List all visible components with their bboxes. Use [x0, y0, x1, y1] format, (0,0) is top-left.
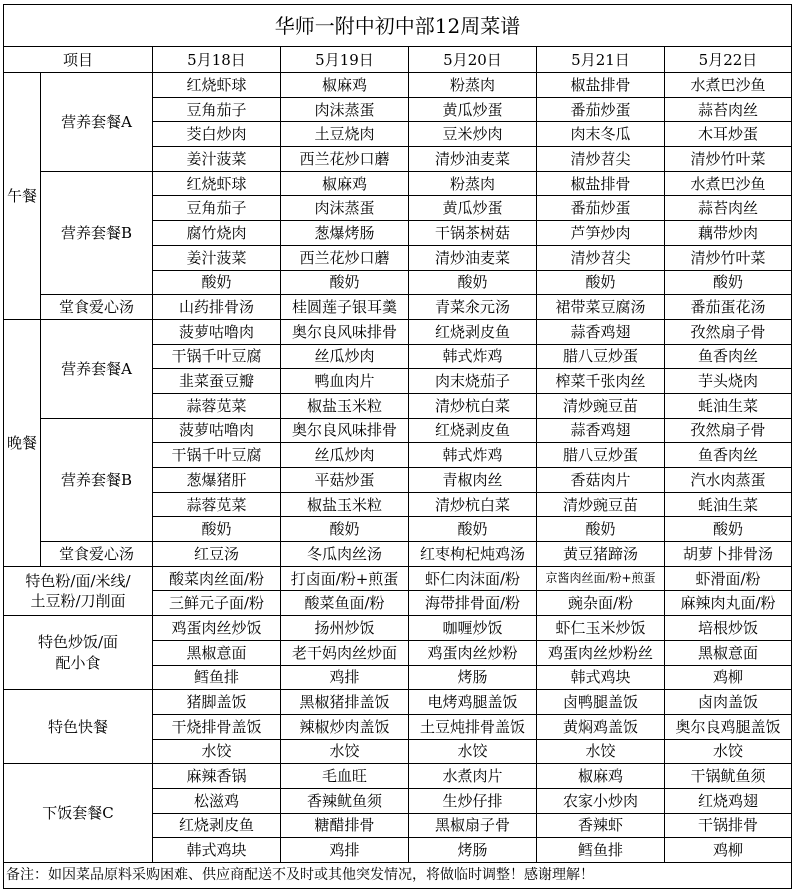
- dish-cell: 辣椒炒肉盖饭: [281, 715, 409, 740]
- dish-cell: 肉沫蒸蛋: [281, 98, 409, 123]
- dish-cell: 酸奶: [537, 271, 665, 296]
- dish-cell: 肉沫蒸蛋: [281, 196, 409, 221]
- dish-cell: 椒麻鸡: [537, 764, 665, 789]
- dish-cell: 虾滑面/粉: [665, 567, 792, 592]
- menu-title: 华师一附中初中部12周菜谱: [4, 5, 792, 47]
- dish-cell: 水饺: [409, 740, 537, 765]
- section-label-fast-food: 特色快餐: [4, 690, 153, 764]
- header-date: 5月18日: [153, 47, 281, 73]
- menu-table: [3, 4, 792, 889]
- dish-cell: 椒盐玉米粒: [281, 493, 409, 518]
- dish-cell: 蚝油生菜: [665, 493, 792, 518]
- dish-cell: 清炒苕尖: [537, 147, 665, 172]
- dish-cell: 香菇肉片: [537, 468, 665, 493]
- dish-cell: 红烧鸡翅: [665, 789, 792, 814]
- dish-cell: 平菇炒蛋: [281, 468, 409, 493]
- header-date: 5月19日: [281, 47, 409, 73]
- dish-cell: 丝瓜炒肉: [281, 443, 409, 468]
- section-label-fried-rice: 特色炒饭/面配小食: [4, 616, 153, 690]
- dish-cell: 清炒杭白菜: [409, 394, 537, 419]
- dish-cell: 蒜蓉苋菜: [153, 394, 281, 419]
- dish-cell: 猪脚盖饭: [153, 690, 281, 715]
- set-label-lunch-b: 营养套餐B: [41, 172, 153, 295]
- dish-cell: 韩式炸鸡: [409, 345, 537, 370]
- dish-cell: 蒜苔肉丝: [665, 98, 792, 123]
- dish-cell: 孜然扇子骨: [665, 419, 792, 444]
- dish-cell: 生炒仔排: [409, 789, 537, 814]
- dish-cell: 清炒杭白菜: [409, 493, 537, 518]
- dish-cell: 韭菜蚕豆瓣: [153, 369, 281, 394]
- set-label-dinner-b: 营养套餐B: [41, 419, 153, 542]
- dish-cell: 香辣虾: [537, 814, 665, 839]
- dish-cell: 藕带炒肉: [665, 221, 792, 246]
- dish-cell: 黑椒猪排盖饭: [281, 690, 409, 715]
- dish-cell: 鱼香肉丝: [665, 443, 792, 468]
- dish-cell: 芦笋炒肉: [537, 221, 665, 246]
- header-date: 5月22日: [665, 47, 792, 73]
- dish-cell: 鸡排: [281, 838, 409, 863]
- soup-cell: 红豆汤: [153, 542, 281, 567]
- dish-cell: 干锅千叶豆腐: [153, 345, 281, 370]
- dish-cell: 鸡柳: [665, 666, 792, 691]
- header-date: 5月20日: [409, 47, 537, 73]
- set-label-dinner-a: 营养套餐A: [41, 320, 153, 419]
- dish-cell: 蒜苔肉丝: [665, 196, 792, 221]
- soup-cell: 胡萝卜排骨汤: [665, 542, 792, 567]
- dish-cell: 卤鸭腿盖饭: [537, 690, 665, 715]
- dish-cell: 干锅茶树菇: [409, 221, 537, 246]
- dish-cell: 干烧排骨盖饭: [153, 715, 281, 740]
- dish-cell: 卤肉盖饭: [665, 690, 792, 715]
- dish-cell: 干锅千叶豆腐: [153, 443, 281, 468]
- dish-cell: 蒜香鸡翅: [537, 320, 665, 345]
- dish-cell: 奥尔良风味排骨: [281, 419, 409, 444]
- dish-cell: 鱼香肉丝: [665, 345, 792, 370]
- dish-cell: 韩式鸡块: [537, 666, 665, 691]
- dish-cell: 红烧剥皮鱼: [409, 320, 537, 345]
- dish-cell: 鸭血肉片: [281, 369, 409, 394]
- soup-cell: 冬瓜肉丝汤: [281, 542, 409, 567]
- dish-cell: 姜汁菠菜: [153, 147, 281, 172]
- dish-cell: 黑椒扇子骨: [409, 814, 537, 839]
- dish-cell: 虾仁玉米炒饭: [537, 616, 665, 641]
- dish-cell: 葱爆烤肠: [281, 221, 409, 246]
- dish-cell: 西兰花炒口蘑: [281, 246, 409, 271]
- dish-cell: 番茄炒蛋: [537, 196, 665, 221]
- dish-cell: 粉蒸肉: [409, 172, 537, 197]
- dish-cell: 鸡蛋肉丝炒饭: [153, 616, 281, 641]
- dish-cell: 椒麻鸡: [281, 172, 409, 197]
- section-label-set-c: 下饭套餐C: [4, 764, 153, 863]
- dish-cell: 麻辣肉丸面/粉: [665, 591, 792, 616]
- dish-cell: 红烧剥皮鱼: [409, 419, 537, 444]
- dish-cell: 腊八豆炒蛋: [537, 443, 665, 468]
- dish-cell: 烤肠: [409, 838, 537, 863]
- dish-cell: 菠萝咕噜肉: [153, 320, 281, 345]
- dish-cell: 清炒油麦菜: [409, 246, 537, 271]
- soup-cell: 黄豆猪蹄汤: [537, 542, 665, 567]
- dish-cell: 黄焖鸡盖饭: [537, 715, 665, 740]
- header-item-label: 项目: [4, 47, 153, 73]
- dish-cell: 丝瓜炒肉: [281, 345, 409, 370]
- dish-cell: 土豆炖排骨盖饭: [409, 715, 537, 740]
- dish-cell: 肉末冬瓜: [537, 122, 665, 147]
- dish-cell: 黑椒意面: [665, 641, 792, 666]
- dish-cell: 红烧剥皮鱼: [153, 814, 281, 839]
- dish-cell: 姜汁菠菜: [153, 246, 281, 271]
- dish-cell: 酸奶: [153, 271, 281, 296]
- dish-cell: 酸奶: [281, 271, 409, 296]
- soup-cell: 红枣枸杞炖鸡汤: [409, 542, 537, 567]
- dish-cell: 干锅排骨: [665, 814, 792, 839]
- dish-cell: 酸奶: [409, 517, 537, 542]
- dish-cell: 葱爆猪肝: [153, 468, 281, 493]
- dish-cell: 京酱肉丝面/粉+煎蛋: [537, 567, 665, 592]
- dish-cell: 培根炒饭: [665, 616, 792, 641]
- dish-cell: 水饺: [537, 740, 665, 765]
- footnote: 备注：如因菜品原料采购困难、供应商配送不及时或其他突发情况，将做临时调整！感谢理解！: [4, 863, 792, 889]
- dish-cell: 腊八豆炒蛋: [537, 345, 665, 370]
- dish-cell: 鸡蛋肉丝炒粉丝: [537, 641, 665, 666]
- dish-cell: 椒盐排骨: [537, 172, 665, 197]
- dish-cell: 海带排骨面/粉: [409, 591, 537, 616]
- dish-cell: 清炒豌豆苗: [537, 394, 665, 419]
- dish-cell: 蒜香鸡翅: [537, 419, 665, 444]
- dish-cell: 韩式炸鸡: [409, 443, 537, 468]
- dish-cell: 香辣鱿鱼须: [281, 789, 409, 814]
- dish-cell: 酸奶: [153, 517, 281, 542]
- dish-cell: 鸡蛋肉丝炒粉: [409, 641, 537, 666]
- soup-cell: 番茄蛋花汤: [665, 295, 792, 320]
- dish-cell: 土豆烧肉: [281, 122, 409, 147]
- dish-cell: 打卤面/粉+煎蛋: [281, 567, 409, 592]
- dish-cell: 酸奶: [665, 271, 792, 296]
- dish-cell: 腐竹烧肉: [153, 221, 281, 246]
- dish-cell: 豆角茄子: [153, 98, 281, 123]
- dish-cell: 三鲜元子面/粉: [153, 591, 281, 616]
- dish-cell: 鳕鱼排: [537, 838, 665, 863]
- meal-label-dinner: 晚餐: [4, 320, 41, 567]
- dish-cell: 黑椒意面: [153, 641, 281, 666]
- dish-cell: 清炒竹叶菜: [665, 147, 792, 172]
- dish-cell: 酸奶: [281, 517, 409, 542]
- dish-cell: 蚝油生菜: [665, 394, 792, 419]
- dish-cell: 酸菜鱼面/粉: [281, 591, 409, 616]
- dish-cell: 椒盐排骨: [537, 73, 665, 98]
- dish-cell: 豌杂面/粉: [537, 591, 665, 616]
- dish-cell: 豆角茄子: [153, 196, 281, 221]
- dish-cell: 豆米炒肉: [409, 122, 537, 147]
- dish-cell: 黄瓜炒蛋: [409, 98, 537, 123]
- dish-cell: 清炒豌豆苗: [537, 493, 665, 518]
- dish-cell: 清炒油麦菜: [409, 147, 537, 172]
- set-label-lunch-a: 营养套餐A: [41, 73, 153, 172]
- dish-cell: 干锅鱿鱼须: [665, 764, 792, 789]
- dish-cell: 孜然扇子骨: [665, 320, 792, 345]
- dish-cell: 咖喱炒饭: [409, 616, 537, 641]
- dish-cell: 红烧虾球: [153, 73, 281, 98]
- dish-cell: 毛血旺: [281, 764, 409, 789]
- dish-cell: 酸奶: [665, 517, 792, 542]
- dish-cell: 木耳炒蛋: [665, 122, 792, 147]
- dish-cell: 榨菜千张肉丝: [537, 369, 665, 394]
- soup-cell: 山药排骨汤: [153, 295, 281, 320]
- header-date: 5月21日: [537, 47, 665, 73]
- dish-cell: 番茄炒蛋: [537, 98, 665, 123]
- dish-cell: 奥尔良鸡腿盖饭: [665, 715, 792, 740]
- dish-cell: 糖醋排骨: [281, 814, 409, 839]
- dish-cell: 椒麻鸡: [281, 73, 409, 98]
- dish-cell: 粉蒸肉: [409, 73, 537, 98]
- dish-cell: 水煮肉片: [409, 764, 537, 789]
- soup-cell: 裙带菜豆腐汤: [537, 295, 665, 320]
- dish-cell: 酸菜肉丝面/粉: [153, 567, 281, 592]
- dish-cell: 黄瓜炒蛋: [409, 196, 537, 221]
- dish-cell: 韩式鸡块: [153, 838, 281, 863]
- soup-cell: 桂圆莲子银耳羹: [281, 295, 409, 320]
- dish-cell: 青椒肉丝: [409, 468, 537, 493]
- dish-cell: 清炒竹叶菜: [665, 246, 792, 271]
- dish-cell: 松滋鸡: [153, 789, 281, 814]
- dish-cell: 水饺: [153, 740, 281, 765]
- dish-cell: 椒盐玉米粒: [281, 394, 409, 419]
- dish-cell: 水煮巴沙鱼: [665, 73, 792, 98]
- dish-cell: 虾仁肉沫面/粉: [409, 567, 537, 592]
- dish-cell: 蒜蓉苋菜: [153, 493, 281, 518]
- dish-cell: 奥尔良风味排骨: [281, 320, 409, 345]
- dish-cell: 菠萝咕噜肉: [153, 419, 281, 444]
- dish-cell: 鸡柳: [665, 838, 792, 863]
- dish-cell: 农家小炒肉: [537, 789, 665, 814]
- soup-cell: 青菜氽元汤: [409, 295, 537, 320]
- meal-label-lunch: 午餐: [4, 73, 41, 320]
- dish-cell: 肉末烧茄子: [409, 369, 537, 394]
- section-label-noodles: 特色粉/面/米线/土豆粉/刀削面: [4, 567, 153, 616]
- dish-cell: 老干妈肉丝炒面: [281, 641, 409, 666]
- dish-cell: 扬州炒饭: [281, 616, 409, 641]
- dish-cell: 水煮巴沙鱼: [665, 172, 792, 197]
- dish-cell: 电烤鸡腿盖饭: [409, 690, 537, 715]
- dish-cell: 酸奶: [537, 517, 665, 542]
- soup-label-dinner: 堂食爱心汤: [41, 542, 153, 567]
- dish-cell: 西兰花炒口蘑: [281, 147, 409, 172]
- dish-cell: 芋头烧肉: [665, 369, 792, 394]
- dish-cell: 鳕鱼排: [153, 666, 281, 691]
- dish-cell: 水饺: [665, 740, 792, 765]
- dish-cell: 茭白炒肉: [153, 122, 281, 147]
- dish-cell: 烤肠: [409, 666, 537, 691]
- dish-cell: 汽水肉蒸蛋: [665, 468, 792, 493]
- dish-cell: 清炒苕尖: [537, 246, 665, 271]
- dish-cell: 红烧虾球: [153, 172, 281, 197]
- dish-cell: 水饺: [281, 740, 409, 765]
- dish-cell: 鸡排: [281, 666, 409, 691]
- dish-cell: 麻辣香锅: [153, 764, 281, 789]
- soup-label-lunch: 堂食爱心汤: [41, 295, 153, 320]
- dish-cell: 酸奶: [409, 271, 537, 296]
